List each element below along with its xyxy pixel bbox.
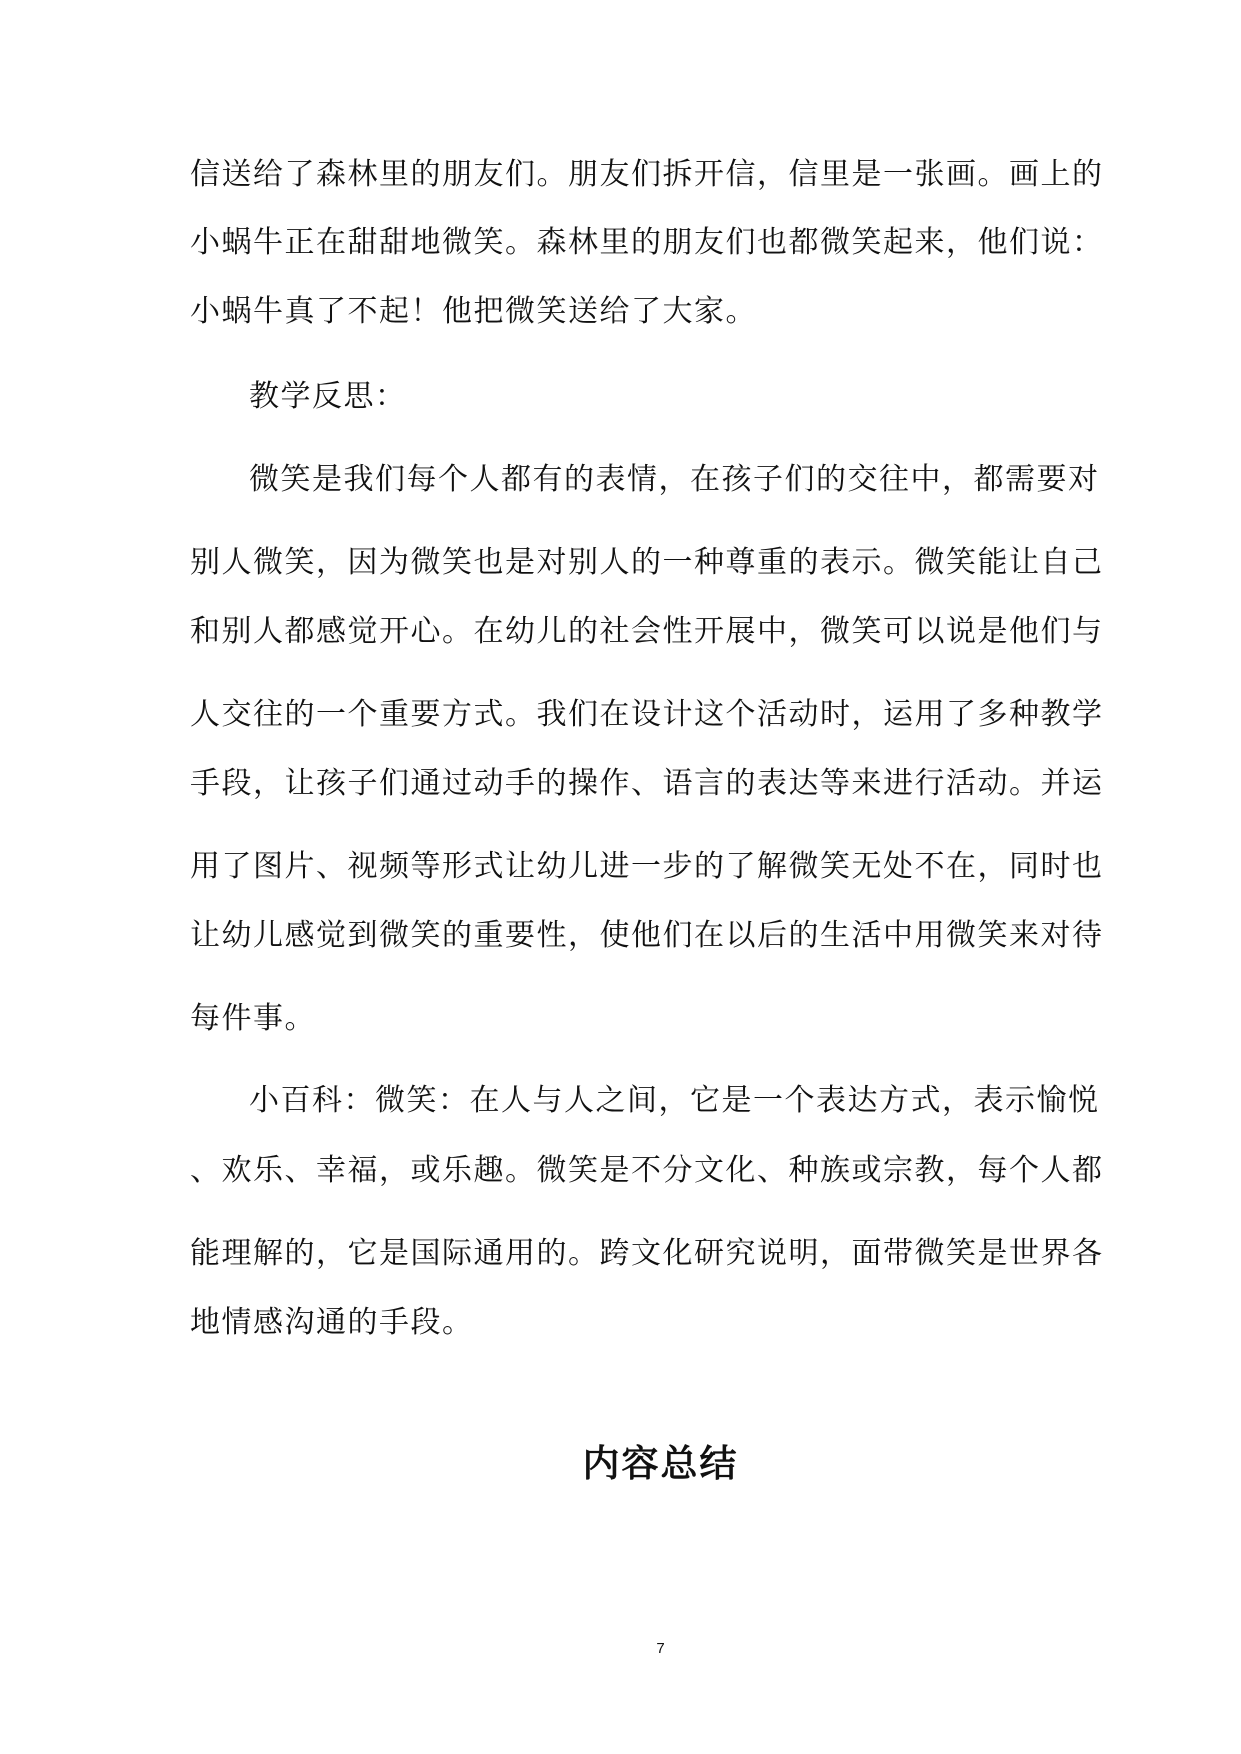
- paragraph-line: 信送给了森林里的朋友们。朋友们拆开信，信里是一张画。画上的: [190, 157, 1104, 192]
- section-heading-reflection: 教学反思：: [249, 379, 407, 414]
- paragraph-line: 小百科：微笑：在人与人之间，它是一个表达方式，表示愉悦: [249, 1083, 1100, 1118]
- paragraph-line: 小蜗牛正在甜甜地微笑。森林里的朋友们也都微笑起来，他们说：: [190, 225, 1104, 260]
- paragraph-line: 别人微笑，因为微笑也是对别人的一种尊重的表示。微笑能让自己: [190, 545, 1104, 580]
- summary-heading: 内容总结: [582, 1442, 739, 1485]
- paragraph-line: 能理解的，它是国际通用的。跨文化研究说明，面带微笑是世界各: [190, 1236, 1104, 1271]
- page-number: 7: [656, 1640, 665, 1657]
- paragraph-line: 手段，让孩子们通过动手的操作、语言的表达等来进行活动。并运: [190, 766, 1104, 801]
- paragraph-line: 让幼儿感觉到微笑的重要性，使他们在以后的生活中用微笑来对待: [190, 918, 1104, 953]
- paragraph-line: 每件事。: [190, 1001, 316, 1036]
- paragraph-line: 用了图片、视频等形式让幼儿进一步的了解微笑无处不在，同时也: [190, 849, 1104, 884]
- paragraph-line: 微笑是我们每个人都有的表情，在孩子们的交往中，都需要对: [249, 462, 1100, 497]
- paragraph-line: 地情感沟通的手段。: [190, 1305, 474, 1340]
- paragraph-line: 、欢乐、幸福，或乐趣。微笑是不分文化、种族或宗教，每个人都: [190, 1153, 1104, 1188]
- paragraph-line: 小蜗牛真了不起！他把微笑送给了大家。: [190, 294, 757, 329]
- paragraph-line: 和别人都感觉开心。在幼儿的社会性开展中，微笑可以说是他们与: [190, 614, 1104, 649]
- paragraph-line: 人交往的一个重要方式。我们在设计这个活动时，运用了多种教学: [190, 697, 1104, 732]
